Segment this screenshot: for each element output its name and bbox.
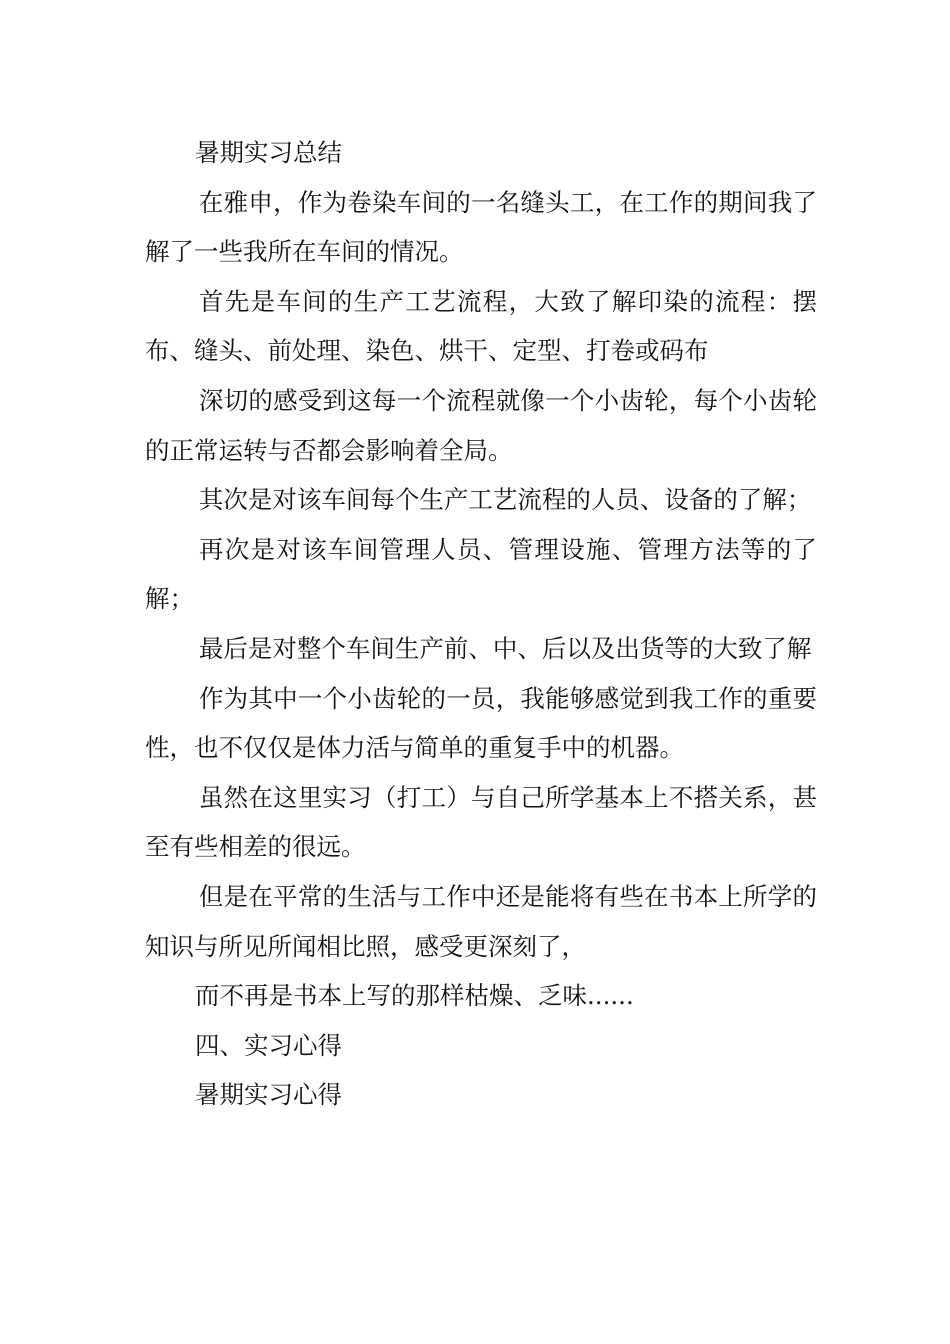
paragraph: 但是在平常的生活与工作中还是能将有些在书本上所学的知识与所见所闻相比照，感受更深刻了， (145, 881, 817, 961)
document-body (145, 128, 817, 1120)
paragraph: 最后是对整个车间生产前、中、后以及出货等的大致了解 (198, 633, 812, 663)
paragraph: 在雅申，作为卷染车间的一名缝头工，在工作的期间我了解了一些我所在车间的情况。 (145, 187, 817, 267)
paragraph: 首先是车间的生产工艺流程，大致了解印染的流程：摆布、缝头、前处理、染色、烘干、定型、打卷或码布 (145, 286, 817, 366)
subsection-title: 暑期实习心得 (195, 1080, 342, 1110)
paragraph: 深切的感受到这每一个流程就像一个小齿轮，每个小齿轮的正常运转与否都会影响着全局。 (145, 385, 817, 465)
paragraph: 虽然在这里实习（打工）与自己所学基本上不搭关系，甚至有些相差的很远。 (145, 782, 817, 862)
section-heading: 四、实习心得 (195, 1030, 342, 1060)
paragraph: 作为其中一个小齿轮的一员，我能够感觉到我工作的重要性，也不仅仅是体力活与简单的重复手中的机器。 (145, 683, 817, 763)
paragraph: 再次是对该车间管理人员、管理设施、管理方法等的了解； (145, 534, 817, 614)
closing-line: 而不再是书本上写的那样枯燥、乏味...... (195, 981, 634, 1011)
paragraph: 其次是对该车间每个生产工艺流程的人员、设备的了解； (198, 485, 812, 515)
document-title: 暑期实习总结 (195, 138, 342, 167)
